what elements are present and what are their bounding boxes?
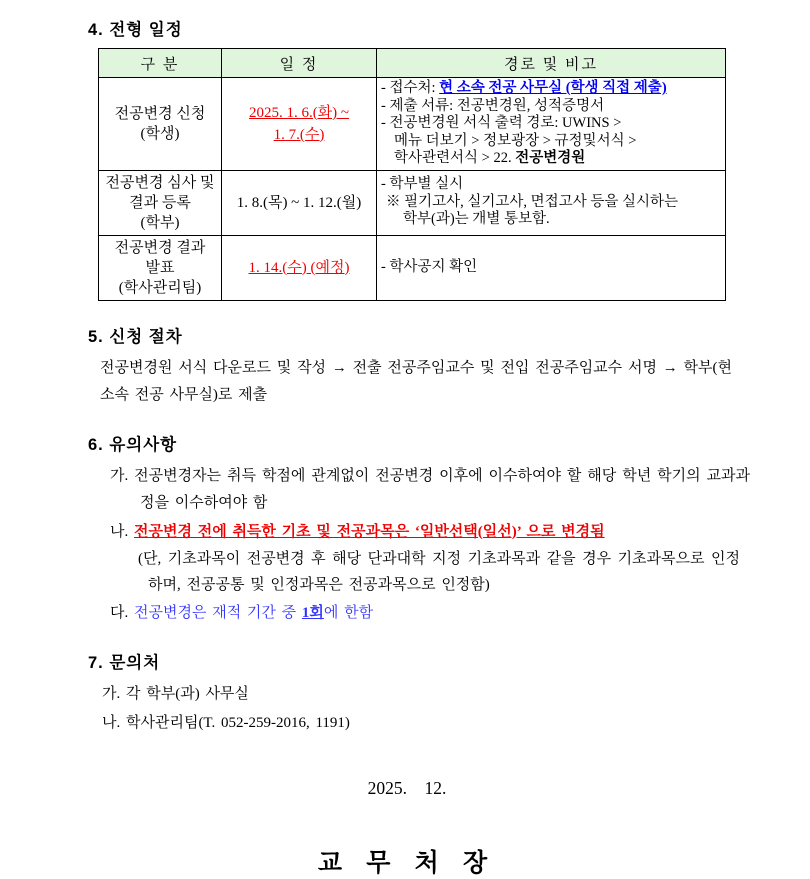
note-line: 학부(과)는 개별 통보함.	[403, 211, 550, 228]
table-row-review	[99, 170, 726, 235]
caution-da-once-bold: 1회	[301, 604, 324, 621]
note-text: - 접수처:	[381, 80, 440, 96]
caution-na-red-text: 전공변경 전에 취득한 기초 및 전공과목은 ‘일반선택(일선)’ 으로 변경됨	[134, 523, 605, 540]
col-header-category: 구 분	[99, 49, 222, 78]
section-schedule-title: 4. 전형 일정	[88, 21, 183, 39]
cell-application-category	[99, 78, 222, 171]
note-line: - 학부별 실시	[381, 176, 464, 193]
form-name-bold: 전공변경원	[515, 150, 586, 166]
category-line: 전공변경 결과	[114, 239, 206, 256]
caution-da-blue-text: 전공변경은 재적 기간 중	[134, 604, 302, 621]
cell-review-notes	[377, 170, 726, 235]
cell-review-date	[222, 170, 377, 235]
note-line: - 제출 서류: 전공변경원, 성적증명서	[381, 97, 605, 114]
date-line-red: 1. 14.(수) (예정)	[248, 259, 350, 276]
procedure-body: 전공변경원 서식 다운로드 및 작성 → 전출 전공주임교수 및 전입 전공주임교수 서명 → 학부(현 소속 전공 사무실)로 제출	[100, 359, 732, 403]
date-line-red: 1. 7.(수)	[273, 126, 325, 143]
category-line: 전공변경 신청	[114, 105, 206, 122]
item-label: 나.	[110, 523, 134, 540]
table-row-announcement	[99, 235, 726, 300]
caution-item-da	[110, 600, 726, 627]
section-procedure-title: 5. 신청 절차	[88, 327, 183, 346]
note-line	[381, 150, 721, 168]
note-text: 학사관련서식 > 22.	[394, 150, 516, 166]
category-line: (학사관리팀)	[118, 279, 202, 296]
caution-da-blue-text: 에 한함	[323, 604, 374, 621]
issue-date: 2025. 12.	[367, 777, 447, 798]
section-contacts-title: 7. 문의처	[88, 653, 161, 672]
caution-na-sub-note: (단, 기초과목이 전공변경 후 해당 단과대학 지정 기초과목과 같을 경우 기초과목으로 인정하며, 전공공통 및 인정과목은 전공과목으로 인정함)	[138, 550, 740, 593]
note-line: ※ 필기고사, 실기고사, 면접고사 등을 실시하는	[386, 193, 678, 210]
category-line: 전공변경 심사 및	[105, 174, 215, 191]
note-line	[381, 80, 721, 98]
note-line: 메뉴 더보기 > 정보광장 > 규정및서식 >	[394, 132, 637, 149]
cell-application-date	[222, 78, 377, 171]
category-line: 발표	[145, 259, 175, 276]
date-line: 1. 8.(목) ~ 1. 12.(월)	[236, 194, 362, 211]
signature-title: 교 무 처 장	[317, 849, 497, 877]
caution-item-ga: 가. 전공변경자는 취득 학점에 관계없이 전공변경 이후에 이수하여야 할 해당 학년 학기의 교과과정을 이수하여야 함	[110, 467, 750, 511]
cell-announcement-notes	[377, 235, 726, 300]
cell-announcement-category	[99, 235, 222, 300]
category-line: (학부)	[140, 214, 180, 231]
category-line: 결과 등록	[129, 194, 191, 211]
schedule-table-header-row	[99, 49, 726, 78]
cell-application-notes	[377, 78, 726, 171]
caution-item-na	[110, 519, 726, 546]
date-line-red: 2025. 1. 6.(화) ~	[248, 104, 350, 121]
cell-announcement-date	[222, 235, 377, 300]
section-cautions-title: 6. 유의사항	[88, 435, 178, 454]
contact-item-ga: 가. 각 학부(과) 사무실	[102, 685, 249, 702]
table-row-application	[99, 78, 726, 171]
contact-item-na: 나. 학사관리팀(T. 052-259-2016, 1191)	[102, 714, 350, 731]
submit-office-link: 현 소속 전공 사무실 (학생 직접 제출)	[439, 80, 667, 96]
schedule-table	[98, 48, 726, 301]
cell-review-category	[99, 170, 222, 235]
note-line: - 학사공지 확인	[381, 258, 478, 275]
col-header-date: 일 정	[222, 49, 377, 78]
item-label: 다.	[110, 604, 134, 621]
category-line: (학생)	[140, 125, 180, 142]
col-header-notes: 경로 및 비고	[377, 49, 726, 78]
note-line: - 전공변경원 서식 출력 경로: UWINS >	[381, 115, 622, 131]
